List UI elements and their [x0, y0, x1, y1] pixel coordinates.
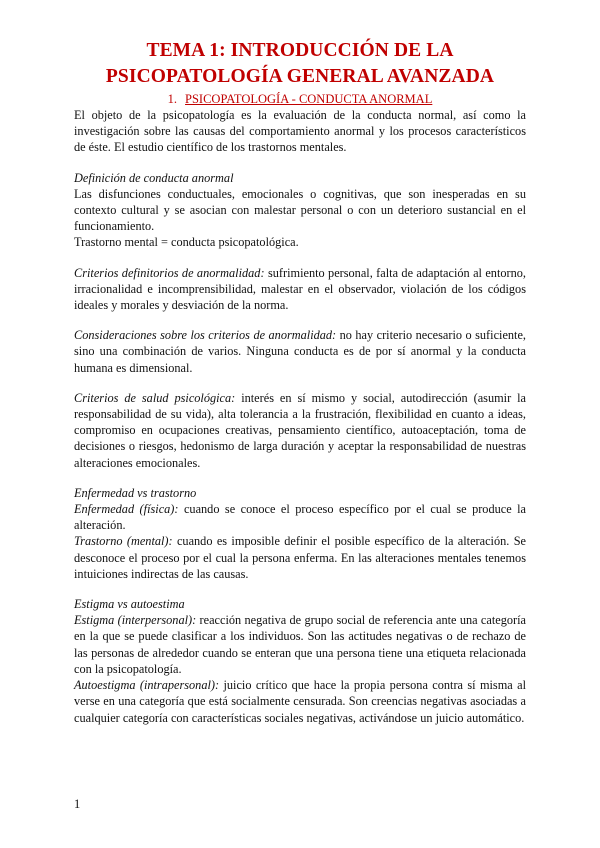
- title-line-1: TEMA 1: INTRODUCCIÓN DE LA: [146, 40, 454, 61]
- spacer: [74, 313, 526, 327]
- disease-mental-paragraph: [74, 533, 526, 582]
- page-number: 1: [74, 797, 81, 811]
- definition-heading: Definición de conducta anormal: [74, 170, 234, 185]
- stigma-label: Estigma (interpersonal):: [74, 613, 197, 628]
- definition-equation: Trastorno mental = conducta psicopatológica.: [74, 235, 299, 250]
- section-heading: [74, 92, 526, 107]
- disease-heading: Enfermedad vs trastorno: [74, 485, 197, 500]
- self-stigma-paragraph: [74, 677, 526, 726]
- health-label: Criterios de salud psicológica:: [74, 390, 236, 405]
- title-line-2: PSICOPATOLOGÍA GENERAL AVANZADA: [105, 66, 495, 87]
- spacer: [74, 376, 526, 390]
- considerations-label: Consideraciones sobre los criterios de anormalidad:: [74, 328, 337, 343]
- disease-mental-text: cuando es imposible definir el posible específico de la alteración. Se desconoce el proceso por el cual la persona enferma. En las alteraciones mentales tenemos intuiciones indirectas de las causas.: [74, 534, 526, 581]
- disease-physical-label: Enfermedad (física):: [74, 502, 179, 517]
- considerations-text: no hay criterio necesario o suficiente, sino una combinación de varios. Ninguna conducta es de por sí anormal y la conducta humana es dimensional.: [74, 328, 527, 375]
- self-stigma-text: juicio crítico que hace la propia persona contra sí misma al verse en una categoría que está socialmente censurada. Son creencias negativas asociadas a cualquier categoría con características sociales negativas, activándose un juicio automático.: [74, 678, 526, 725]
- considerations-paragraph: [74, 327, 526, 376]
- stigma-heading: Estigma vs autoestima: [74, 597, 185, 612]
- spacer: [74, 471, 526, 485]
- criteria-paragraph: [74, 265, 526, 314]
- definition-paragraph: Las disfunciones conductuales, emocionales o cognitivas, que son inesperadas en su contexto cultural y se asocian con malestar personal o con un deterioro sustancial en el funcionamiento.: [74, 186, 526, 234]
- health-paragraph: [74, 390, 526, 471]
- stigma-paragraph: [74, 612, 526, 677]
- document-title: [74, 38, 526, 90]
- disease-physical-paragraph: [74, 501, 526, 533]
- section-title: PSICOPATOLOGÍA - CONDUCTA ANORMAL: [185, 92, 433, 106]
- spacer: [74, 251, 526, 265]
- stigma-text: reacción negativa de grupo social de referencia ante una categoría en la que se puede clasificar a los individuos. Son las actitudes negativas o de rechazo de las personas de alrededor cuando se enteran que una persona tiene una etiqueta relacionada con la psicopatología.: [74, 613, 526, 676]
- spacer: [74, 582, 526, 596]
- criteria-label: Criterios definitorios de anormalidad:: [74, 265, 265, 280]
- disease-mental-label: Trastorno (mental):: [74, 534, 173, 549]
- criteria-text: sufrimiento personal, falta de adaptación al entorno, irracionalidad e incomprensibilidad, malestar en el observador, violación de los códigos ideales y morales y desviación de la norma.: [74, 265, 526, 313]
- intro-paragraph: El objeto de la psicopatología es la evaluación de la conducta normal, así como la investigación sobre las causas del comportamiento anormal y los procesos característicos de éste. El estudio científico de los trastornos mentales.: [74, 108, 526, 155]
- self-stigma-label: Autoestigma (intrapersonal):: [74, 678, 220, 693]
- spacer: [74, 156, 526, 170]
- disease-physical-text: cuando se conoce el proceso específico por el cual se produce la alteración.: [74, 502, 527, 533]
- section-number: 1.: [167, 92, 178, 106]
- health-text: interés en sí mismo y social, autodirección (asumir la responsabilidad de su vida), alta tolerancia a la frustración, flexibilidad en cuanto a ideas, compromiso en ocupaciones creativas, pensamiento científico, autoaceptación, toma de decisiones o riesgos, hedonismo de larga duración y aceptar la responsabilidad de nuestras alteraciones emocionales.: [74, 390, 526, 470]
- document-page: [74, 38, 526, 726]
